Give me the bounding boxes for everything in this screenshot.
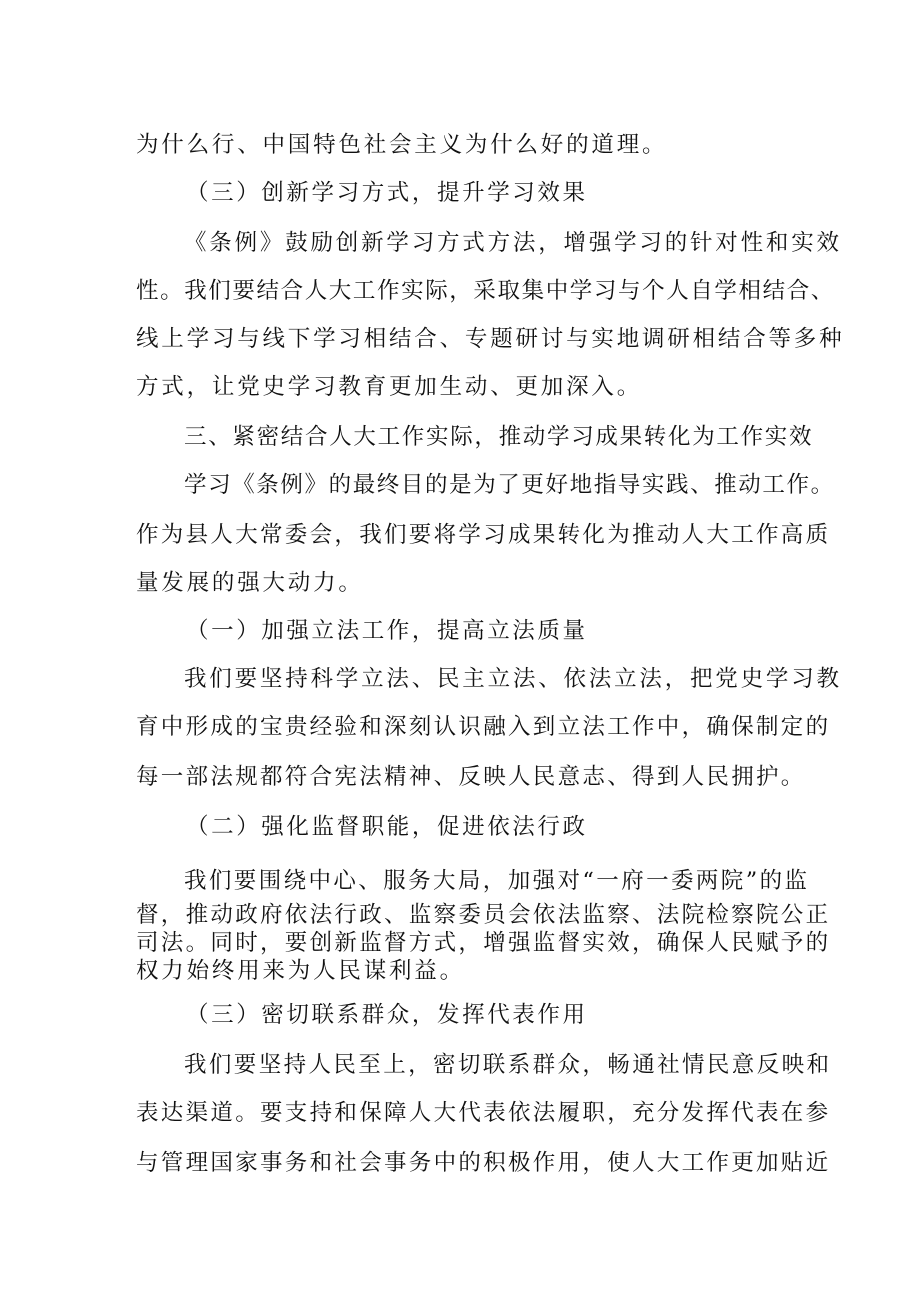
subsection-heading: （二）强化监督职能，促进依法行政: [186, 814, 588, 840]
section-heading: 三、紧密结合人大工作实际，推动学习成果转化为工作实效: [184, 424, 814, 450]
paragraph-line: 性。我们要结合人大工作实际，采取集中学习与个人自学相结合、: [136, 278, 835, 304]
paragraph-line: 为什么行、中国特色社会主义为什么好的道理。: [136, 132, 668, 158]
paragraph-line: 育中形成的宝贵经验和深刻认识融入到立法工作中，确保制定的: [136, 714, 831, 740]
paragraph-line: 与管理国家事务和社会事务中的积极作用，使人大工作更加贴近: [136, 1150, 831, 1176]
paragraph-line: 表达渠道。要支持和保障人大代表依法履职，充分发挥代表在参: [136, 1100, 831, 1126]
paragraph-line: 我们要坚持人民至上，密切联系群众，畅通社情民意反映和: [184, 1052, 832, 1078]
subsection-heading: （三）密切联系群众，发挥代表作用: [186, 1002, 588, 1028]
paragraph-line: 方式，让党史学习教育更加生动、更加深入。: [136, 374, 643, 400]
paragraph-line: 学习《条例》的最终目的是为了更好地指导实践、推动工作。: [184, 472, 835, 498]
paragraph-line: 司法。同时，要创新监督方式，增强监督实效，确保人民赋予的: [136, 930, 831, 956]
paragraph-line: 我们要坚持科学立法、民主立法、依法立法，把党史学习教: [184, 666, 842, 692]
paragraph-line: 每一部法规都符合宪法精神、反映人民意志、得到人民拥护。: [136, 764, 806, 790]
paragraph-line: 《条例》鼓励创新学习方式方法，增强学习的针对性和实效: [184, 230, 842, 256]
paragraph-line: 线上学习与线下学习相结合、专题研讨与实地调研相结合等多种: [136, 326, 845, 352]
subsection-heading: （一）加强立法工作，提高立法质量: [186, 618, 588, 644]
subsection-heading: （三）创新学习方式，提升学习效果: [186, 180, 588, 206]
paragraph-line: 作为县人大常委会，我们要将学习成果转化为推动人大工作高质: [136, 522, 831, 548]
paragraph-line: 量发展的强大动力。: [136, 570, 364, 596]
paragraph-line: 权力始终用来为人民谋利益。: [136, 958, 465, 984]
paragraph-line: 督，推动政府依法行政、监察委员会依法监察、法院检察院公正: [136, 902, 831, 928]
paragraph-line: 我们要围绕中心、服务大局，加强对“一府一委两院”的监: [184, 868, 810, 894]
